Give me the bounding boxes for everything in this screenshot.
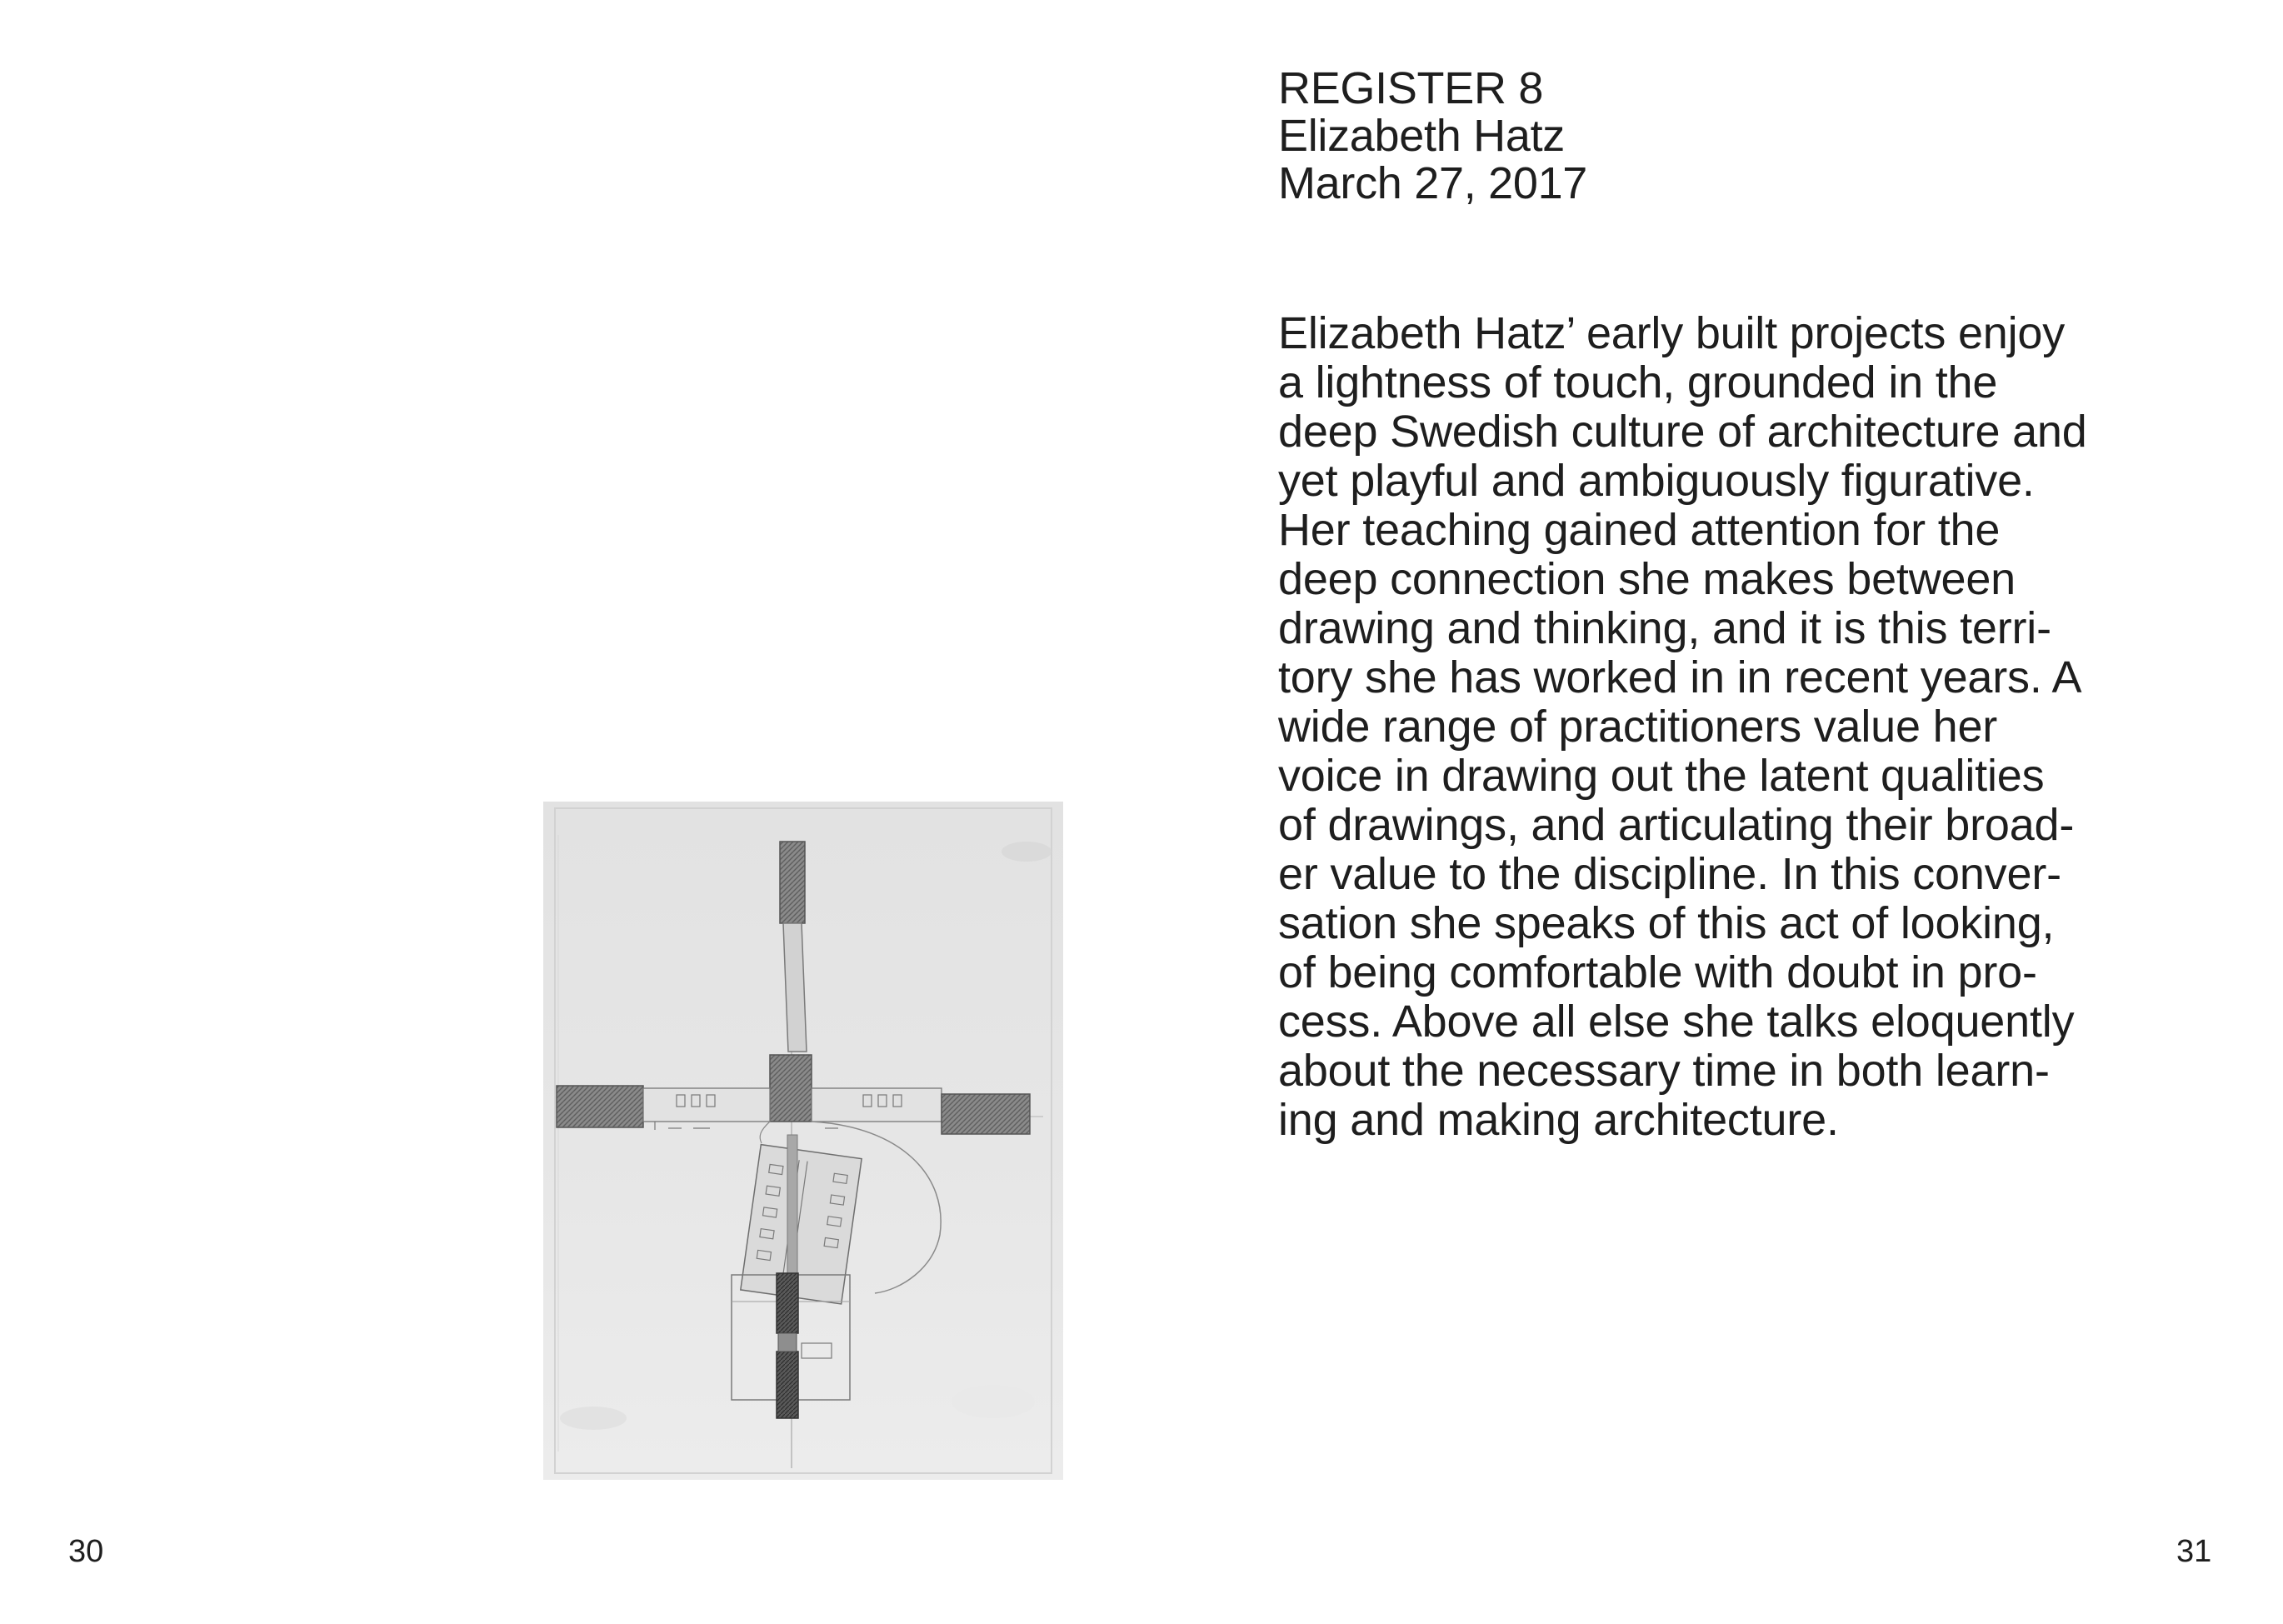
intro-line: about the necessary time in both learn- [1278, 1046, 2050, 1096]
intro-line: a lightness of touch, grounded in the [1278, 357, 1998, 407]
intro-line: Elizabeth Hatz’ early built projects enjoy [1278, 308, 2066, 358]
architectural-drawing-image [543, 802, 1063, 1480]
intro-line: ing and making architecture. [1278, 1095, 1839, 1145]
session-date: March 27, 2017 [1278, 158, 1588, 208]
intro-line: sation she speaks of this act of looking, [1278, 898, 2055, 948]
intro-line: of being comfortable with doubt in pro- [1278, 947, 2037, 997]
intro-paragraph [1278, 309, 2228, 1145]
intro-line: drawing and thinking, and it is this terri- [1278, 603, 2051, 653]
page-number-right: 31 [2176, 1534, 2212, 1569]
intro-line: deep connection she makes between [1278, 554, 2016, 604]
intro-line: cess. Above all else she talks eloquently [1278, 997, 2075, 1047]
intro-line: tory she has worked in in recent years. A [1278, 652, 2082, 702]
session-header [1278, 65, 1587, 207]
intro-line: deep Swedish culture of architecture and [1278, 407, 2087, 457]
intro-line: wide range of practitioners value her [1278, 702, 1998, 752]
intro-line: er value to the discipline. In this conver- [1278, 849, 2061, 899]
page-number-left: 30 [68, 1534, 104, 1569]
speaker-name: Elizabeth Hatz [1278, 111, 1565, 161]
register-label: REGISTER 8 [1278, 63, 1544, 113]
intro-line: yet playful and ambiguously figurative. [1278, 456, 2035, 506]
intro-line: voice in drawing out the latent qualities [1278, 751, 2045, 801]
intro-line: Her teaching gained attention for the [1278, 505, 2001, 555]
intro-line: of drawings, and articulating their broad- [1278, 800, 2075, 850]
